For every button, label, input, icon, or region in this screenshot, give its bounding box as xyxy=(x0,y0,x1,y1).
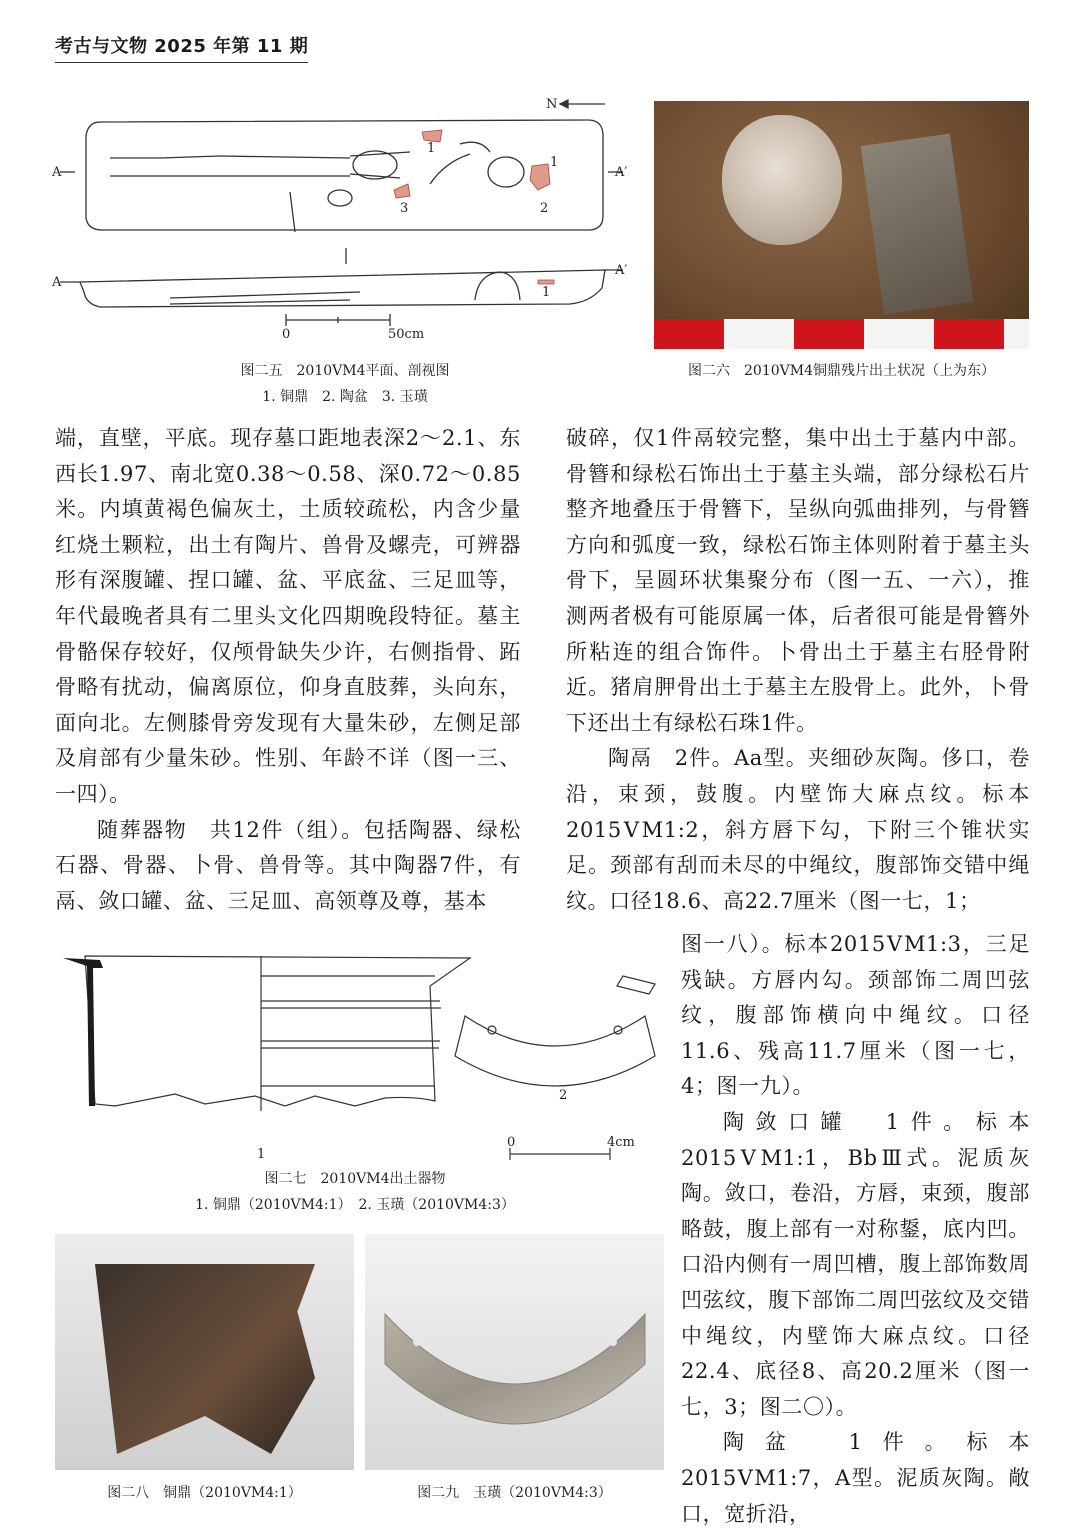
fig27-caption xyxy=(135,1166,575,1218)
plan-a-right: A′ xyxy=(615,165,628,180)
fig28-caption: 图二八 铜鼎（2010ⅤM4:1） xyxy=(107,1485,302,1501)
narrow-paragraph-2: 陶敛口罐 1件。标本2015ⅤM1:1，BbⅢ式。泥质灰陶。敛口，卷沿，方唇，束颈，腹部略鼓，腹上部有一对称鋬，底内凹。口沿内侧有一周凹槽，腹上部饰数周凹弦纹，腹下部饰二周凹弦纹及交错中绳纹，内壁饰大麻点纹。口径22.4、底径8、高20.2厘米（图一七，3；图二〇）。 xyxy=(681,1109,1030,1419)
fig29-photo xyxy=(365,1234,664,1470)
ding-wall-section xyxy=(63,958,103,1106)
left-paragraph-1: 端，直壁，平底。现存墓口距地表深2～2.1、东西长1.97、南北宽0.38～0.58、深0.72～0.85米。内填黄褐色偏灰土，土质较疏松，内含少量红烧土颗粒，出土有陶片、兽骨及螺壳，可辨器形有深腹罐、捏口罐、盆、平底盆、三足皿等，年代最晚者具有二里头文化四期晚段特征。墓主骨骼保存较好，仅颅骨缺失少许，右侧指骨、跖骨略有扰动，偏离原位，仰身直肢葬，头向东，面向北。左侧膝骨旁发现有大量朱砂，左侧足部及肩部有少量朱砂。性别、年龄不详（图一三、一四）。 xyxy=(55,426,521,806)
fig27-scale-zero: 0 xyxy=(507,1135,516,1150)
right-column-text xyxy=(566,421,1030,919)
artifact-pottery-basin-shape xyxy=(530,164,550,190)
fig25-caption-legend: 1. 铜鼎 2. 陶盆 3. 玉璜 xyxy=(262,389,428,405)
plan-a-left: A xyxy=(52,165,62,180)
fig26-caption: 图二六 2010ⅤM4铜鼎残片出土状况（上为东） xyxy=(688,363,995,379)
right-paragraph-1: 破碎，仅1件鬲较完整，集中出土于墓内中部。骨簪和绿松石饰出土于墓主头端，部分绿松石片整齐地叠压于骨簪下，呈纵向弧曲排列，与骨簪方向和弧度一致，绿松石饰主体则附着于墓主头骨下，呈圆环状集聚分布（图一五、一六），推测两者极有可能原属一体，后者很可能是骨簪外所粘连的组合饰件。卜骨出土于墓主右胫骨附近。猪肩胛骨出土于墓主左股骨上。此外，卜骨下还出土有绿松石珠1件。 xyxy=(566,426,1030,735)
section-mark-1: 1 xyxy=(542,285,551,300)
fig27-caption-title: 图二七 2010ⅤM4出土器物 xyxy=(264,1171,446,1187)
scale-zero: 0 xyxy=(282,327,291,342)
fig25-caption-title: 图二五 2010ⅤM4平面、剖视图 xyxy=(240,363,450,379)
photo-skull-object xyxy=(722,115,842,245)
left-column-text xyxy=(55,421,521,919)
fig27-drawing xyxy=(55,946,670,1166)
section-a-left: A xyxy=(52,275,62,290)
fig25-plan-drawing xyxy=(50,92,640,354)
fig28-photo xyxy=(55,1234,354,1470)
photo-jade-huang xyxy=(365,1234,664,1470)
left-paragraph-2: 随葬器物 共12件（组）。包括陶器、绿松石器、骨器、卜骨、兽骨等。其中陶器7件，有鬲、敛口罐、盆、三足皿、高领尊及尊，基本 xyxy=(55,817,521,913)
fig27-label-2: 2 xyxy=(559,1088,568,1103)
plan-mark-3: 3 xyxy=(400,201,409,216)
scale-50cm: 50cm xyxy=(388,327,425,342)
right-paragraph-2: 陶鬲 2件。Aa型。夹细砂灰陶。侈口，卷沿，束颈，鼓腹。内壁饰大麻点纹。标本2015ⅤM1:2，斜方唇下勾，下附三个锥状实足。颈部有刮而未尽的中绳纹，腹部饰交错中绳纹。口径18.6、高22.7厘米（图一七，1； xyxy=(566,746,1030,913)
journal-header: 考古与文物 2025 年第 11 期 xyxy=(55,32,308,63)
photo-ding-fragment xyxy=(95,1264,315,1454)
fig27-scale-4cm: 4cm xyxy=(607,1135,635,1150)
fig26-photo xyxy=(654,101,1029,349)
section-artifact-shape xyxy=(538,280,554,284)
artifact-jade-huang-shape xyxy=(394,184,410,198)
plan-mark-1: 1 xyxy=(427,141,436,156)
narrow-paragraph-3: 陶盆 1件。标本2015ⅤM1:7，A型。泥质灰陶。敞口，宽折沿， xyxy=(681,1430,1030,1526)
photo-bronze-fragment xyxy=(861,134,974,315)
plan-mark-2: 2 xyxy=(540,201,549,216)
plan-mark-1b: 1 xyxy=(550,155,559,170)
fig25-caption xyxy=(150,358,540,410)
photo-scale-bar xyxy=(654,319,1029,349)
fig29-caption: 图二九 玉璜（2010ⅤM4:3） xyxy=(417,1485,612,1501)
north-label: N xyxy=(546,97,558,112)
fig27-label-1: 1 xyxy=(257,1147,266,1162)
narrow-column-text xyxy=(681,927,1030,1532)
fig27-caption-legend: 1. 铜鼎（2010ⅤM4:1） 2. 玉璜（2010ⅤM4:3） xyxy=(195,1197,515,1213)
narrow-paragraph-1: 图一八）。标本2015ⅤM1:3，三足残缺。方唇内勾。颈部饰二周凹弦纹，腹部饰横向中绳纹。口径11.6、残高11.7厘米（图一七，4；图一九）。 xyxy=(681,932,1030,1099)
section-a-right: A′ xyxy=(615,263,628,278)
